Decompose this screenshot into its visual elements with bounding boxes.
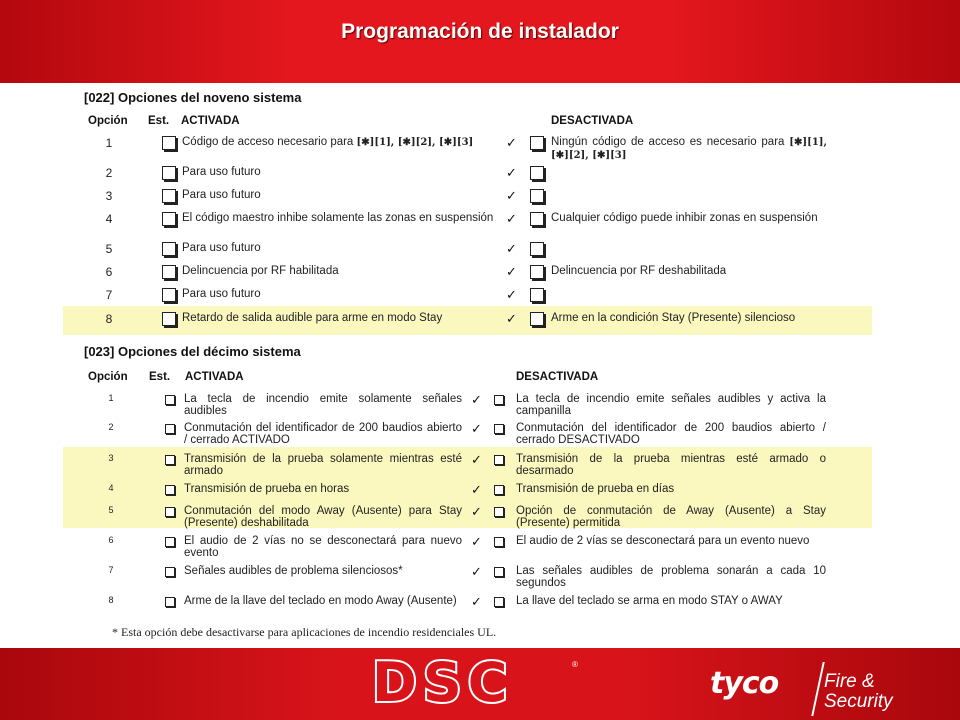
logo-divider — [811, 662, 824, 716]
s2-row2-on-text: Conmutación del identificador de 200 baudios abierto / cerrado ACTIVADO — [184, 422, 462, 446]
s2-row3-off-checkbox[interactable] — [494, 455, 504, 465]
s1-row5-default-check: ✓ — [506, 241, 517, 256]
s2-row3-on-checkbox[interactable] — [165, 455, 175, 465]
s1-row7-number: 7 — [105, 288, 113, 302]
s1-row8-on-text: Retardo de salida audible para arme en modo Stay — [182, 312, 443, 324]
s2-row4-on-checkbox[interactable] — [165, 485, 175, 495]
s1-row4-off-checkbox[interactable] — [530, 212, 544, 226]
s1-row6-default-check: ✓ — [506, 264, 517, 279]
s1-row8-off-checkbox[interactable] — [530, 312, 544, 326]
s2-row4-off-text: Transmisión de prueba en días — [516, 483, 675, 495]
s2-row7-off-checkbox[interactable] — [494, 567, 504, 577]
s1-row2-number: 2 — [105, 166, 113, 180]
s2-col-option: Opción — [88, 371, 128, 383]
s2-row1-number: 1 — [108, 393, 114, 403]
s2-row3-off-text: Transmisión de la prueba mientras esté armado o desarmado — [516, 453, 826, 477]
s2-row5-off-checkbox[interactable] — [494, 507, 504, 517]
s2-row4-number: 4 — [108, 483, 114, 493]
s1-row2-on-checkbox[interactable] — [162, 166, 176, 180]
s2-row5-number: 5 — [108, 505, 114, 515]
s2-row7-off-text: Las señales audibles de problema sonarán a cada 10 segundos — [516, 565, 826, 589]
s2-row4-on-text: Transmisión de prueba en horas — [184, 483, 350, 495]
s1-row3-on-checkbox[interactable] — [162, 189, 176, 203]
s2-row5-on-checkbox[interactable] — [165, 507, 175, 517]
tyco-logo: tyco — [710, 666, 779, 701]
s2-row2-on-checkbox[interactable] — [165, 424, 175, 434]
s2-row8-on-text: Arme de la llave del teclado en modo Away (Ausente) — [184, 595, 457, 607]
s1-row3-default-check: ✓ — [506, 188, 517, 203]
page-title: Programación de instalador — [341, 20, 619, 43]
s2-row8-off-text: La llave del teclado se arma en modo STAY o AWAY — [516, 595, 783, 607]
s2-row8-off-checkbox[interactable] — [494, 597, 504, 607]
s2-col-default: Est. — [149, 371, 171, 383]
s2-row7-number: 7 — [108, 565, 114, 575]
s1-row6-number: 6 — [105, 265, 113, 279]
s1-row7-default-check: ✓ — [506, 287, 517, 302]
s2-row6-number: 6 — [108, 535, 114, 545]
header-bar — [0, 0, 960, 83]
s1-row1-on-checkbox[interactable] — [162, 136, 176, 150]
s2-row7-on-text: Señales audibles de problema silenciosos* — [184, 565, 403, 577]
s1-col-activada: ACTIVADA — [181, 115, 240, 127]
s2-row7-on-checkbox[interactable] — [165, 567, 175, 577]
s2-row2-default-check: ✓ — [471, 421, 482, 436]
s1-row6-off-checkbox[interactable] — [530, 265, 544, 279]
s2-row1-on-text: La tecla de incendio emite solamente señales audibles — [184, 393, 462, 417]
registered-mark: ® — [572, 660, 578, 669]
s2-row2-off-checkbox[interactable] — [494, 424, 504, 434]
s1-row5-on-checkbox[interactable] — [162, 242, 176, 256]
s2-row6-off-text: El audio de 2 vías se desconectará para un evento nuevo — [516, 535, 810, 547]
s1-row4-on-text: El código maestro inhibe solamente las zonas en suspensión — [182, 212, 494, 224]
s2-row1-off-text: La tecla de incendio emite señales audibles y activa la campanilla — [516, 393, 826, 417]
s2-col-desactivada: DESACTIVADA — [516, 371, 599, 383]
s1-row3-number: 3 — [105, 189, 113, 203]
s1-row4-on-checkbox[interactable] — [162, 212, 176, 226]
s1-row1-off-checkbox[interactable] — [530, 136, 544, 150]
s2-row8-default-check: ✓ — [471, 594, 482, 609]
s2-row8-on-checkbox[interactable] — [165, 597, 175, 607]
s2-row7-default-check: ✓ — [471, 564, 482, 579]
s1-row6-on-checkbox[interactable] — [162, 265, 176, 279]
s2-row4-off-checkbox[interactable] — [494, 485, 504, 495]
s1-row8-on-checkbox[interactable] — [162, 312, 176, 326]
s1-row5-number: 5 — [105, 242, 113, 256]
s2-row3-number: 3 — [108, 453, 114, 463]
s2-row8-number: 8 — [108, 595, 114, 605]
s2-row5-on-text: Conmutación del modo Away (Ausente) para Stay (Presente) deshabilitada — [184, 505, 462, 529]
s1-row7-on-checkbox[interactable] — [162, 288, 176, 302]
s1-row6-on-text: Delincuencia por RF habilitada — [182, 265, 339, 277]
s1-col-desactivada: DESACTIVADA — [551, 115, 634, 127]
s1-row6-off-text: Delincuencia por RF deshabilitada — [551, 265, 727, 277]
section-023-title: [023] Opciones del décimo sistema — [84, 344, 301, 359]
dsc-logo: DSC ® — [372, 651, 578, 714]
s1-row8-default-check: ✓ — [506, 311, 517, 326]
s1-row3-off-checkbox[interactable] — [530, 189, 544, 203]
s1-row1-default-check: ✓ — [506, 135, 517, 150]
s1-row3-on-text: Para uso futuro — [182, 189, 261, 201]
s2-row1-on-checkbox[interactable] — [165, 395, 175, 405]
s2-row6-on-checkbox[interactable] — [165, 537, 175, 547]
s2-col-activada: ACTIVADA — [185, 371, 244, 383]
s1-row2-default-check: ✓ — [506, 165, 517, 180]
s1-row5-on-text: Para uso futuro — [182, 242, 261, 254]
section-022-title: [022] Opciones del noveno sistema — [84, 90, 302, 105]
s2-row1-default-check: ✓ — [471, 392, 482, 407]
s1-col-default: Est. — [148, 115, 170, 127]
s1-col-option: Opción — [88, 115, 128, 127]
s1-row1-number: 1 — [105, 136, 113, 150]
s2-row4-default-check: ✓ — [471, 482, 482, 497]
s2-row2-off-text: Conmutación del identificador de 200 baudios abierto / cerrado DESACTIVADO — [516, 422, 826, 446]
fire-security-text: Fire & Security — [824, 671, 893, 712]
s2-row6-on-text: El audio de 2 vías no se desconectará para nuevo evento — [184, 535, 462, 559]
s1-row8-number: 8 — [105, 312, 113, 326]
s1-row2-off-checkbox[interactable] — [530, 166, 544, 180]
s1-row1-on-text: Código de acceso necesario para [✱][1], [✱][2], [✱][3] — [182, 136, 474, 148]
s2-row3-default-check: ✓ — [471, 452, 482, 467]
s2-row2-number: 2 — [108, 422, 114, 432]
footer-bar — [0, 648, 960, 720]
s1-row1-off-text: Ningún código de acceso es necesario para [✱][1], [✱][2], [✱][3] — [551, 136, 827, 161]
s2-row3-on-text: Transmisión de la prueba solamente mientras esté armado — [184, 453, 462, 477]
s2-row5-off-text: Opción de conmutación de Away (Ausente) a Stay (Presente) permitida — [516, 505, 826, 529]
s1-row7-off-checkbox[interactable] — [530, 288, 544, 302]
s1-row8-off-text: Arme en la condición Stay (Presente) silencioso — [551, 312, 796, 324]
s1-row2-on-text: Para uso futuro — [182, 166, 261, 178]
s1-row4-number: 4 — [105, 212, 113, 226]
s2-row5-default-check: ✓ — [471, 504, 482, 519]
s2-row6-default-check: ✓ — [471, 534, 482, 549]
s2-row6-off-checkbox[interactable] — [494, 537, 504, 547]
s2-row1-off-checkbox[interactable] — [494, 395, 504, 405]
s1-row4-default-check: ✓ — [506, 211, 517, 226]
s1-row4-off-text: Cualquier código puede inhibir zonas en suspensión — [551, 212, 818, 224]
footnote: * Esta opción debe desactivarse para aplicaciones de incendio residenciales UL. — [112, 625, 497, 639]
s1-row7-on-text: Para uso futuro — [182, 288, 261, 300]
s1-row5-off-checkbox[interactable] — [530, 242, 544, 256]
